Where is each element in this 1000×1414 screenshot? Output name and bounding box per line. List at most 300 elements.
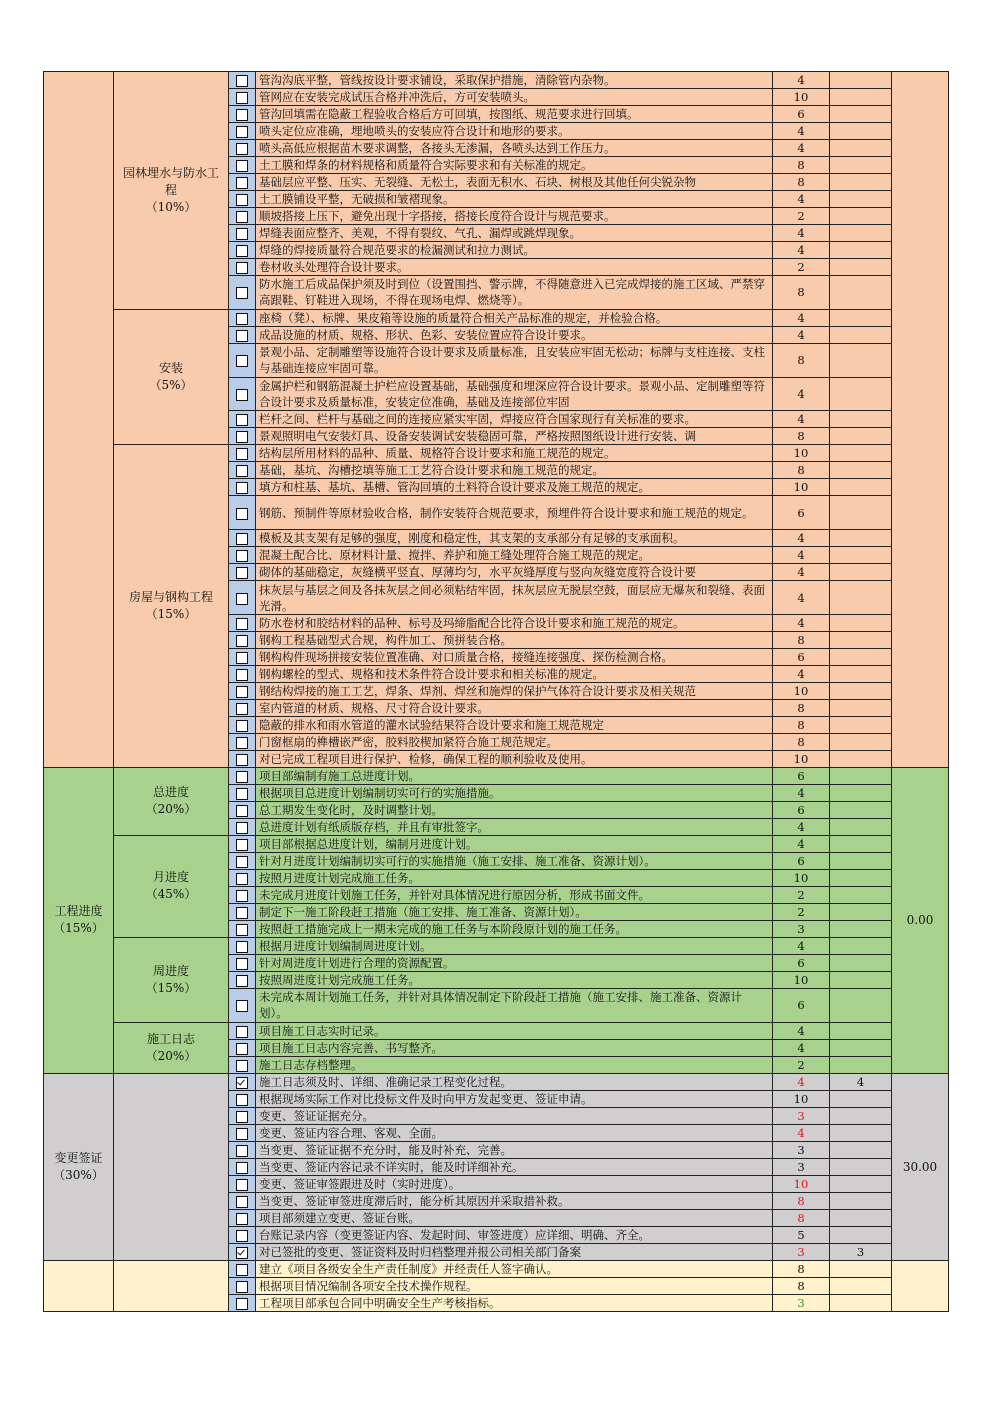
unchecked-box-icon[interactable] xyxy=(236,958,248,970)
unchecked-box-icon[interactable] xyxy=(236,1026,248,1038)
item-score: 8 xyxy=(773,276,830,310)
item-score: 8 xyxy=(773,699,830,716)
unchecked-box-icon[interactable] xyxy=(236,1060,248,1072)
item-obtained-score[interactable] xyxy=(830,72,892,89)
item-obtained-score[interactable] xyxy=(830,309,892,326)
unchecked-box-icon[interactable] xyxy=(236,109,248,121)
item-obtained-score[interactable] xyxy=(830,496,892,530)
item-checkbox[interactable] xyxy=(229,225,256,242)
item-description: 土工膜铺设平整，无破损和皱褶现象。 xyxy=(256,191,773,208)
item-obtained-score[interactable] xyxy=(830,377,892,411)
unchecked-box-icon[interactable] xyxy=(236,1094,248,1106)
unchecked-box-icon[interactable] xyxy=(236,703,248,715)
item-checkbox[interactable] xyxy=(229,1141,256,1158)
unchecked-box-icon[interactable] xyxy=(236,873,248,885)
item-score: 3 xyxy=(773,1107,830,1124)
item-obtained-score[interactable] xyxy=(830,665,892,682)
item-obtained-score[interactable] xyxy=(830,530,892,547)
item-obtained-score[interactable] xyxy=(830,818,892,835)
group-category xyxy=(114,445,229,768)
item-score: 8 xyxy=(773,157,830,174)
item-checkbox[interactable] xyxy=(229,937,256,954)
item-obtained-score[interactable] xyxy=(830,801,892,818)
item-score: 6 xyxy=(773,954,830,971)
item-obtained-score[interactable] xyxy=(830,462,892,479)
item-obtained-score[interactable] xyxy=(830,343,892,377)
item-checkbox[interactable] xyxy=(229,140,256,157)
item-score: 4 xyxy=(773,818,830,835)
item-checkbox[interactable] xyxy=(229,1243,256,1260)
item-checkbox[interactable] xyxy=(229,157,256,174)
item-obtained-score[interactable] xyxy=(830,1294,892,1311)
unchecked-box-icon[interactable] xyxy=(236,482,248,494)
unchecked-box-icon[interactable] xyxy=(236,1213,248,1225)
item-obtained-score[interactable] xyxy=(830,886,892,903)
unchecked-box-icon[interactable] xyxy=(236,1128,248,1140)
item-checkbox[interactable] xyxy=(229,614,256,631)
item-checkbox[interactable] xyxy=(229,1277,256,1294)
item-obtained-score[interactable] xyxy=(830,479,892,496)
item-description: 管网应在安装完成试压合格并冲洗后，方可安装喷头。 xyxy=(256,89,773,106)
item-checkbox[interactable] xyxy=(229,208,256,225)
item-obtained-score[interactable] xyxy=(830,1022,892,1039)
item-score: 8 xyxy=(773,716,830,733)
unchecked-box-icon[interactable] xyxy=(236,720,248,732)
item-obtained-score[interactable] xyxy=(830,547,892,564)
item-checkbox[interactable] xyxy=(229,1056,256,1073)
item-score: 8 xyxy=(773,343,830,377)
table-row xyxy=(44,937,949,954)
unchecked-box-icon[interactable] xyxy=(236,448,248,460)
item-score: 10 xyxy=(773,971,830,988)
item-checkbox[interactable] xyxy=(229,954,256,971)
unchecked-box-icon[interactable] xyxy=(236,1111,248,1123)
item-obtained-score[interactable] xyxy=(830,1141,892,1158)
unchecked-box-icon[interactable] xyxy=(236,313,248,325)
item-obtained-score[interactable] xyxy=(830,869,892,886)
item-obtained-score[interactable] xyxy=(830,1090,892,1107)
item-obtained-score[interactable] xyxy=(830,648,892,665)
item-checkbox[interactable] xyxy=(229,242,256,259)
item-description: 根据现场实际工作对比投标文件及时向甲方发起变更、签证申请。 xyxy=(256,1090,773,1107)
item-score: 2 xyxy=(773,903,830,920)
unchecked-box-icon[interactable] xyxy=(236,508,248,520)
item-obtained-score[interactable] xyxy=(830,784,892,801)
item-score: 4 xyxy=(773,784,830,801)
item-obtained-score[interactable] xyxy=(830,1158,892,1175)
item-description: 隐蔽的排水和雨水管道的灌水试验结果符合设计要求和施工规范规定 xyxy=(256,716,773,733)
item-checkbox[interactable] xyxy=(229,733,256,750)
unchecked-box-icon[interactable] xyxy=(236,330,248,342)
item-score: 10 xyxy=(773,1090,830,1107)
item-description: 未完成本周计划施工任务，并针对具体情况制定下阶段赶工措施（施工安排、施工准备、资源计划）。 xyxy=(256,988,773,1022)
item-checkbox[interactable] xyxy=(229,174,256,191)
unchecked-box-icon[interactable] xyxy=(236,1000,248,1012)
item-description: 金属护栏和钢筋混凝土护栏应设置基础，基础强度和埋深应符合设计要求。景观小品、定制雕塑等符合设计要求及质量标准，安装定位准确，基础及连接部位牢固 xyxy=(256,377,773,411)
unchecked-box-icon[interactable] xyxy=(236,75,248,87)
item-description: 防水卷材和胶结材料的品种、标号及玛缔脂配合比符合设计要求和施工规范的规定。 xyxy=(256,614,773,631)
item-obtained-score[interactable] xyxy=(830,1107,892,1124)
item-description: 当变更、签证内容记录不详实时，能及时详细补充。 xyxy=(256,1158,773,1175)
item-checkbox[interactable] xyxy=(229,462,256,479)
item-description: 按照赶工措施完成上一期未完成的施工任务与本阶段原计划的施工任务。 xyxy=(256,920,773,937)
item-obtained-score[interactable] xyxy=(830,614,892,631)
item-obtained-score[interactable] xyxy=(830,1175,892,1192)
unchecked-box-icon[interactable] xyxy=(236,355,248,367)
item-obtained-score[interactable] xyxy=(830,225,892,242)
item-obtained-score[interactable] xyxy=(830,191,892,208)
unchecked-box-icon[interactable] xyxy=(236,737,248,749)
item-description: 模板及其支架有足够的强度，刚度和稳定性，其支架的支承部分有足够的支承面积。 xyxy=(256,530,773,547)
item-obtained-score[interactable] xyxy=(830,208,892,225)
unchecked-box-icon[interactable] xyxy=(236,1281,248,1293)
item-obtained-score[interactable] xyxy=(830,699,892,716)
item-score: 6 xyxy=(773,106,830,123)
item-score: 2 xyxy=(773,1056,830,1073)
item-checkbox[interactable] xyxy=(229,1209,256,1226)
item-checkbox[interactable] xyxy=(229,411,256,428)
unchecked-box-icon[interactable] xyxy=(236,635,248,647)
unchecked-box-icon[interactable] xyxy=(236,593,248,605)
section-category xyxy=(44,72,114,768)
item-checkbox[interactable] xyxy=(229,1158,256,1175)
item-checkbox[interactable] xyxy=(229,665,256,682)
item-description: 按照周进度计划完成施工任务。 xyxy=(256,971,773,988)
section-category: 变更签证 （30%） xyxy=(44,1073,114,1260)
unchecked-box-icon[interactable] xyxy=(236,669,248,681)
item-checkbox[interactable] xyxy=(229,89,256,106)
item-description: 工程项目部承包合同中明确安全生产考核指标。 xyxy=(256,1294,773,1311)
item-obtained-score[interactable] xyxy=(830,988,892,1022)
unchecked-box-icon[interactable] xyxy=(236,822,248,834)
item-checkbox[interactable] xyxy=(229,1073,256,1090)
unchecked-box-icon[interactable] xyxy=(236,389,248,401)
item-score: 4 xyxy=(773,530,830,547)
item-description: 卷材收头处理符合设计要求。 xyxy=(256,259,773,276)
item-obtained-score[interactable] xyxy=(830,276,892,310)
item-description: 项目部根据总进度计划，编制月进度计划。 xyxy=(256,835,773,852)
item-checkbox[interactable] xyxy=(229,343,256,377)
item-obtained-score[interactable] xyxy=(830,1277,892,1294)
item-obtained-score[interactable] xyxy=(830,937,892,954)
assessment-table-body xyxy=(44,72,949,1312)
unchecked-box-icon[interactable] xyxy=(236,618,248,630)
item-description: 钢构工程基础型式合规，构件加工、预拼装合格。 xyxy=(256,631,773,648)
unchecked-box-icon[interactable] xyxy=(236,287,248,299)
unchecked-box-icon[interactable] xyxy=(236,194,248,206)
item-checkbox[interactable] xyxy=(229,852,256,869)
item-obtained-score[interactable] xyxy=(830,1039,892,1056)
item-checkbox[interactable] xyxy=(229,682,256,699)
item-checkbox[interactable] xyxy=(229,72,256,89)
item-checkbox[interactable] xyxy=(229,564,256,581)
item-checkbox[interactable] xyxy=(229,971,256,988)
item-checkbox[interactable] xyxy=(229,903,256,920)
unchecked-box-icon[interactable] xyxy=(236,126,248,138)
item-checkbox[interactable] xyxy=(229,581,256,615)
item-obtained-score[interactable] xyxy=(830,411,892,428)
item-obtained-score[interactable] xyxy=(830,564,892,581)
item-checkbox[interactable] xyxy=(229,428,256,445)
item-obtained-score[interactable] xyxy=(830,920,892,937)
item-checkbox[interactable] xyxy=(229,479,256,496)
item-checkbox[interactable] xyxy=(229,699,256,716)
unchecked-box-icon[interactable] xyxy=(236,652,248,664)
item-score: 3 xyxy=(773,1141,830,1158)
item-checkbox[interactable] xyxy=(229,869,256,886)
table-row xyxy=(44,72,949,89)
unchecked-box-icon[interactable] xyxy=(236,805,248,817)
item-score: 8 xyxy=(773,631,830,648)
item-obtained-score[interactable] xyxy=(830,767,892,784)
table-row xyxy=(44,1260,949,1277)
unchecked-box-icon[interactable] xyxy=(236,533,248,545)
item-checkbox[interactable] xyxy=(229,496,256,530)
group-category xyxy=(114,937,229,1022)
item-obtained-score[interactable] xyxy=(830,1124,892,1141)
item-score: 3 xyxy=(773,920,830,937)
item-obtained-score[interactable]: 4 xyxy=(830,1073,892,1090)
item-score: 4 xyxy=(773,1073,830,1090)
item-obtained-score[interactable] xyxy=(830,259,892,276)
item-score: 4 xyxy=(773,72,830,89)
item-checkbox[interactable] xyxy=(229,1090,256,1107)
unchecked-box-icon[interactable] xyxy=(236,1196,248,1208)
item-obtained-score[interactable] xyxy=(830,954,892,971)
item-checkbox[interactable] xyxy=(229,1022,256,1039)
item-description: 根据月进度计划编制周进度计划。 xyxy=(256,937,773,954)
unchecked-box-icon[interactable] xyxy=(236,856,248,868)
item-checkbox[interactable] xyxy=(229,191,256,208)
checked-box-icon[interactable] xyxy=(236,1247,248,1259)
group-category xyxy=(114,72,229,310)
unchecked-box-icon[interactable] xyxy=(236,1264,248,1276)
item-checkbox[interactable] xyxy=(229,1124,256,1141)
item-obtained-score[interactable] xyxy=(830,733,892,750)
unchecked-box-icon[interactable] xyxy=(236,211,248,223)
item-obtained-score[interactable] xyxy=(830,1260,892,1277)
item-obtained-score[interactable] xyxy=(830,89,892,106)
group-category-line: 月进度 xyxy=(152,870,189,885)
item-description: 总工期发生变化时，及时调整计划。 xyxy=(256,801,773,818)
item-checkbox[interactable] xyxy=(229,309,256,326)
unchecked-box-icon[interactable] xyxy=(236,177,248,189)
item-obtained-score[interactable] xyxy=(830,716,892,733)
item-checkbox[interactable] xyxy=(229,818,256,835)
unchecked-box-icon[interactable] xyxy=(236,160,248,172)
item-obtained-score[interactable] xyxy=(830,682,892,699)
unchecked-box-icon[interactable] xyxy=(236,1230,248,1242)
unchecked-box-icon[interactable] xyxy=(236,890,248,902)
item-checkbox[interactable] xyxy=(229,648,256,665)
item-checkbox[interactable] xyxy=(229,1039,256,1056)
item-description: 结构层所用材料的品种、质量、规格符合设计要求和施工规范的规定。 xyxy=(256,445,773,462)
item-description: 防水施工后成品保护须及时到位（设置围挡、警示牌，不得随意进入已完成焊接的施工区域、严禁穿高跟鞋、钉鞋进入现场，不得在现场电焊、燃烧等）。 xyxy=(256,276,773,310)
item-score: 8 xyxy=(773,428,830,445)
unchecked-box-icon[interactable] xyxy=(236,1043,248,1055)
unchecked-box-icon[interactable] xyxy=(236,686,248,698)
unchecked-box-icon[interactable] xyxy=(236,414,248,426)
item-checkbox[interactable] xyxy=(229,750,256,767)
item-obtained-score[interactable] xyxy=(830,631,892,648)
unchecked-box-icon[interactable] xyxy=(236,550,248,562)
item-checkbox[interactable] xyxy=(229,1192,256,1209)
item-score: 4 xyxy=(773,665,830,682)
item-score: 8 xyxy=(773,1260,830,1277)
item-description: 总进度计划有纸质版存档，并且有审批签字。 xyxy=(256,818,773,835)
item-obtained-score[interactable]: 3 xyxy=(830,1243,892,1260)
item-score: 6 xyxy=(773,648,830,665)
item-checkbox[interactable] xyxy=(229,1226,256,1243)
unchecked-box-icon[interactable] xyxy=(236,788,248,800)
item-obtained-score[interactable] xyxy=(830,445,892,462)
item-checkbox[interactable] xyxy=(229,988,256,1022)
table-row xyxy=(44,445,949,462)
item-score: 4 xyxy=(773,581,830,615)
item-score: 4 xyxy=(773,614,830,631)
item-checkbox[interactable] xyxy=(229,784,256,801)
item-description: 基础层应平整、压实、无裂缝、无松土，表面无积水、石块、树根及其他任何尖锐杂物 xyxy=(256,174,773,191)
item-score: 4 xyxy=(773,564,830,581)
item-obtained-score[interactable] xyxy=(830,1226,892,1243)
item-score: 4 xyxy=(773,242,830,259)
unchecked-box-icon[interactable] xyxy=(236,771,248,783)
item-description: 对已完成工程项目进行保护、检修，确保工程的顺利验收及使用。 xyxy=(256,750,773,767)
unchecked-box-icon[interactable] xyxy=(236,907,248,919)
item-score: 8 xyxy=(773,1209,830,1226)
item-checkbox[interactable] xyxy=(229,547,256,564)
item-description: 顺坡搭接上压下，避免出现十字搭接，搭接长度符合设计与规范要求。 xyxy=(256,208,773,225)
item-score: 4 xyxy=(773,191,830,208)
table-row xyxy=(44,1073,949,1090)
group-category-line: （45%） xyxy=(145,887,197,902)
item-description: 座椅（凳）、标牌、果皮箱等设施的质量符合相关产品标准的规定，并检验合格。 xyxy=(256,309,773,326)
item-score: 10 xyxy=(773,1175,830,1192)
unchecked-box-icon[interactable] xyxy=(236,143,248,155)
item-checkbox[interactable] xyxy=(229,1175,256,1192)
item-description: 施工日志存档整理。 xyxy=(256,1056,773,1073)
item-description: 填方和柱基、基坑、基槽、管沟回填的土料符合设计要求及施工规范的规定。 xyxy=(256,479,773,496)
item-obtained-score[interactable] xyxy=(830,1056,892,1073)
item-obtained-score[interactable] xyxy=(830,157,892,174)
item-description: 建立《项目各级安全生产责任制度》并经责任人签字确认。 xyxy=(256,1260,773,1277)
unchecked-box-icon[interactable] xyxy=(236,1179,248,1191)
item-obtained-score[interactable] xyxy=(830,835,892,852)
item-checkbox[interactable] xyxy=(229,767,256,784)
item-obtained-score[interactable] xyxy=(830,971,892,988)
item-obtained-score[interactable] xyxy=(830,428,892,445)
item-obtained-score[interactable] xyxy=(830,174,892,191)
item-checkbox[interactable] xyxy=(229,886,256,903)
item-obtained-score[interactable] xyxy=(830,852,892,869)
item-checkbox[interactable] xyxy=(229,1294,256,1311)
item-checkbox[interactable] xyxy=(229,1260,256,1277)
item-checkbox[interactable] xyxy=(229,920,256,937)
item-checkbox[interactable] xyxy=(229,276,256,310)
unchecked-box-icon[interactable] xyxy=(236,92,248,104)
item-checkbox[interactable] xyxy=(229,631,256,648)
item-score: 10 xyxy=(773,869,830,886)
item-checkbox[interactable] xyxy=(229,377,256,411)
unchecked-box-icon[interactable] xyxy=(236,465,248,477)
item-checkbox[interactable] xyxy=(229,530,256,547)
item-score: 4 xyxy=(773,326,830,343)
item-obtained-score[interactable] xyxy=(830,1209,892,1226)
item-obtained-score[interactable] xyxy=(830,140,892,157)
item-checkbox[interactable] xyxy=(229,716,256,733)
unchecked-box-icon[interactable] xyxy=(236,245,248,257)
group-category-line: 安装 xyxy=(158,361,183,376)
item-checkbox[interactable] xyxy=(229,835,256,852)
item-score: 8 xyxy=(773,733,830,750)
item-checkbox[interactable] xyxy=(229,801,256,818)
group-category-line: 施工日志 xyxy=(146,1031,195,1046)
item-description: 制定下一施工阶段赶工措施（施工安排、施工准备、资源计划）。 xyxy=(256,903,773,920)
section-total: 0.00 xyxy=(892,767,949,1073)
item-description: 施工日志须及时、详细、准确记录工程变化过程。 xyxy=(256,1073,773,1090)
unchecked-box-icon[interactable] xyxy=(236,1145,248,1157)
item-obtained-score[interactable] xyxy=(830,242,892,259)
item-obtained-score[interactable] xyxy=(830,106,892,123)
item-obtained-score[interactable] xyxy=(830,1192,892,1209)
item-description: 台账记录内容（变更签证内容、发起时间、审签进度）应详细、明确、齐全。 xyxy=(256,1226,773,1243)
item-checkbox[interactable] xyxy=(229,106,256,123)
item-description: 景观小品、定制雕塑等设施符合设计要求及质量标准，且安装应牢固无松动；标牌与支柱连接、支柱与基础连接应牢固可靠。 xyxy=(256,343,773,377)
item-obtained-score[interactable] xyxy=(830,903,892,920)
item-checkbox[interactable] xyxy=(229,326,256,343)
item-obtained-score[interactable] xyxy=(830,326,892,343)
item-description: 根据项目情况编制各项安全技术操作规程。 xyxy=(256,1277,773,1294)
item-checkbox[interactable] xyxy=(229,445,256,462)
group-category xyxy=(114,1022,229,1073)
item-description: 抹灰层与基层之间及各抹灰层之间必须粘结牢固，抹灰层应无脱层空鼓，面层应无爆灰和裂缝、表面光滑。 xyxy=(256,581,773,615)
item-obtained-score[interactable] xyxy=(830,123,892,140)
item-description: 变更、签证审签跟进及时（实时进度）。 xyxy=(256,1175,773,1192)
unchecked-box-icon[interactable] xyxy=(236,1162,248,1174)
assessment-sheet xyxy=(43,71,948,1312)
unchecked-box-icon[interactable] xyxy=(236,262,248,274)
item-score: 3 xyxy=(773,1158,830,1175)
item-description: 土工膜和焊条的材料规格和质量符合实际要求和有关标准的规定。 xyxy=(256,157,773,174)
item-score: 8 xyxy=(773,1192,830,1209)
unchecked-box-icon[interactable] xyxy=(236,754,248,766)
item-checkbox[interactable] xyxy=(229,123,256,140)
unchecked-box-icon[interactable] xyxy=(236,924,248,936)
unchecked-box-icon[interactable] xyxy=(236,839,248,851)
section-total: 30.00 xyxy=(892,1073,949,1260)
item-description: 项目施工日志实时记录。 xyxy=(256,1022,773,1039)
item-obtained-score[interactable] xyxy=(830,750,892,767)
item-description: 项目施工日志内容完善、书写整齐。 xyxy=(256,1039,773,1056)
item-score: 3 xyxy=(773,1243,830,1260)
unchecked-box-icon[interactable] xyxy=(236,228,248,240)
checked-box-icon[interactable] xyxy=(236,1077,248,1089)
item-score: 4 xyxy=(773,835,830,852)
unchecked-box-icon[interactable] xyxy=(236,941,248,953)
item-score: 6 xyxy=(773,988,830,1022)
item-description: 按照月进度计划完成施工任务。 xyxy=(256,869,773,886)
item-score: 4 xyxy=(773,225,830,242)
unchecked-box-icon[interactable] xyxy=(236,431,248,443)
item-description: 变更、签证内容合理、客观、全面。 xyxy=(256,1124,773,1141)
unchecked-box-icon[interactable] xyxy=(236,1298,248,1310)
item-obtained-score[interactable] xyxy=(830,581,892,615)
unchecked-box-icon[interactable] xyxy=(236,567,248,579)
group-category-line: 园林埋水与防水工 xyxy=(122,165,219,180)
unchecked-box-icon[interactable] xyxy=(236,975,248,987)
item-checkbox[interactable] xyxy=(229,1107,256,1124)
item-checkbox[interactable] xyxy=(229,259,256,276)
